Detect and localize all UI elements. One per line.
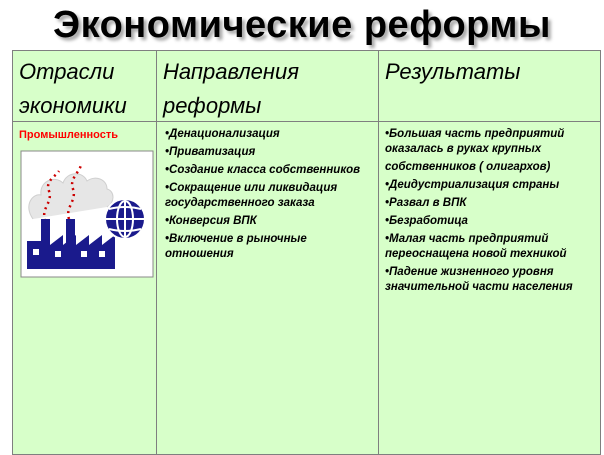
direction-item: •Создание класса собственников: [165, 164, 361, 176]
result-item: •Падение жизненного уровня значительной части населения: [385, 266, 573, 293]
result-item: •Малая часть предприятий переоснащена новой техникой: [385, 233, 567, 260]
result-item: •Развал в ВПК: [385, 197, 467, 209]
column-divider: [156, 51, 157, 454]
globe-icon: [105, 199, 145, 239]
page-title: Экономические реформы: [53, 4, 551, 46]
direction-item: •Денационализация: [165, 128, 280, 140]
header-results: Результаты: [385, 59, 521, 84]
column-divider: [378, 51, 379, 454]
direction-item: •Конверсия ВПК: [165, 215, 257, 227]
result-item: •Деидустриализация страны: [385, 179, 560, 191]
header-sectors: Отрасли экономики: [19, 59, 127, 118]
result-item: •Безработица: [385, 215, 468, 227]
direction-item: •Приватизация: [165, 146, 256, 158]
direction-item: •Сокращение или ликвидация государственного заказа: [165, 182, 338, 209]
sector-label: Промышленность: [19, 129, 118, 141]
direction-item: •Включение в рыночные отношения: [165, 233, 307, 260]
factory-icon: [19, 149, 155, 279]
directions-list: [165, 127, 377, 265]
header-directions: Направления реформы: [163, 59, 299, 118]
result-item: собственников ( олигархов): [385, 161, 551, 173]
reforms-table: [12, 50, 601, 455]
results-list: [385, 127, 595, 298]
result-item: •Большая часть предприятий оказалась в руках крупных: [385, 128, 565, 155]
